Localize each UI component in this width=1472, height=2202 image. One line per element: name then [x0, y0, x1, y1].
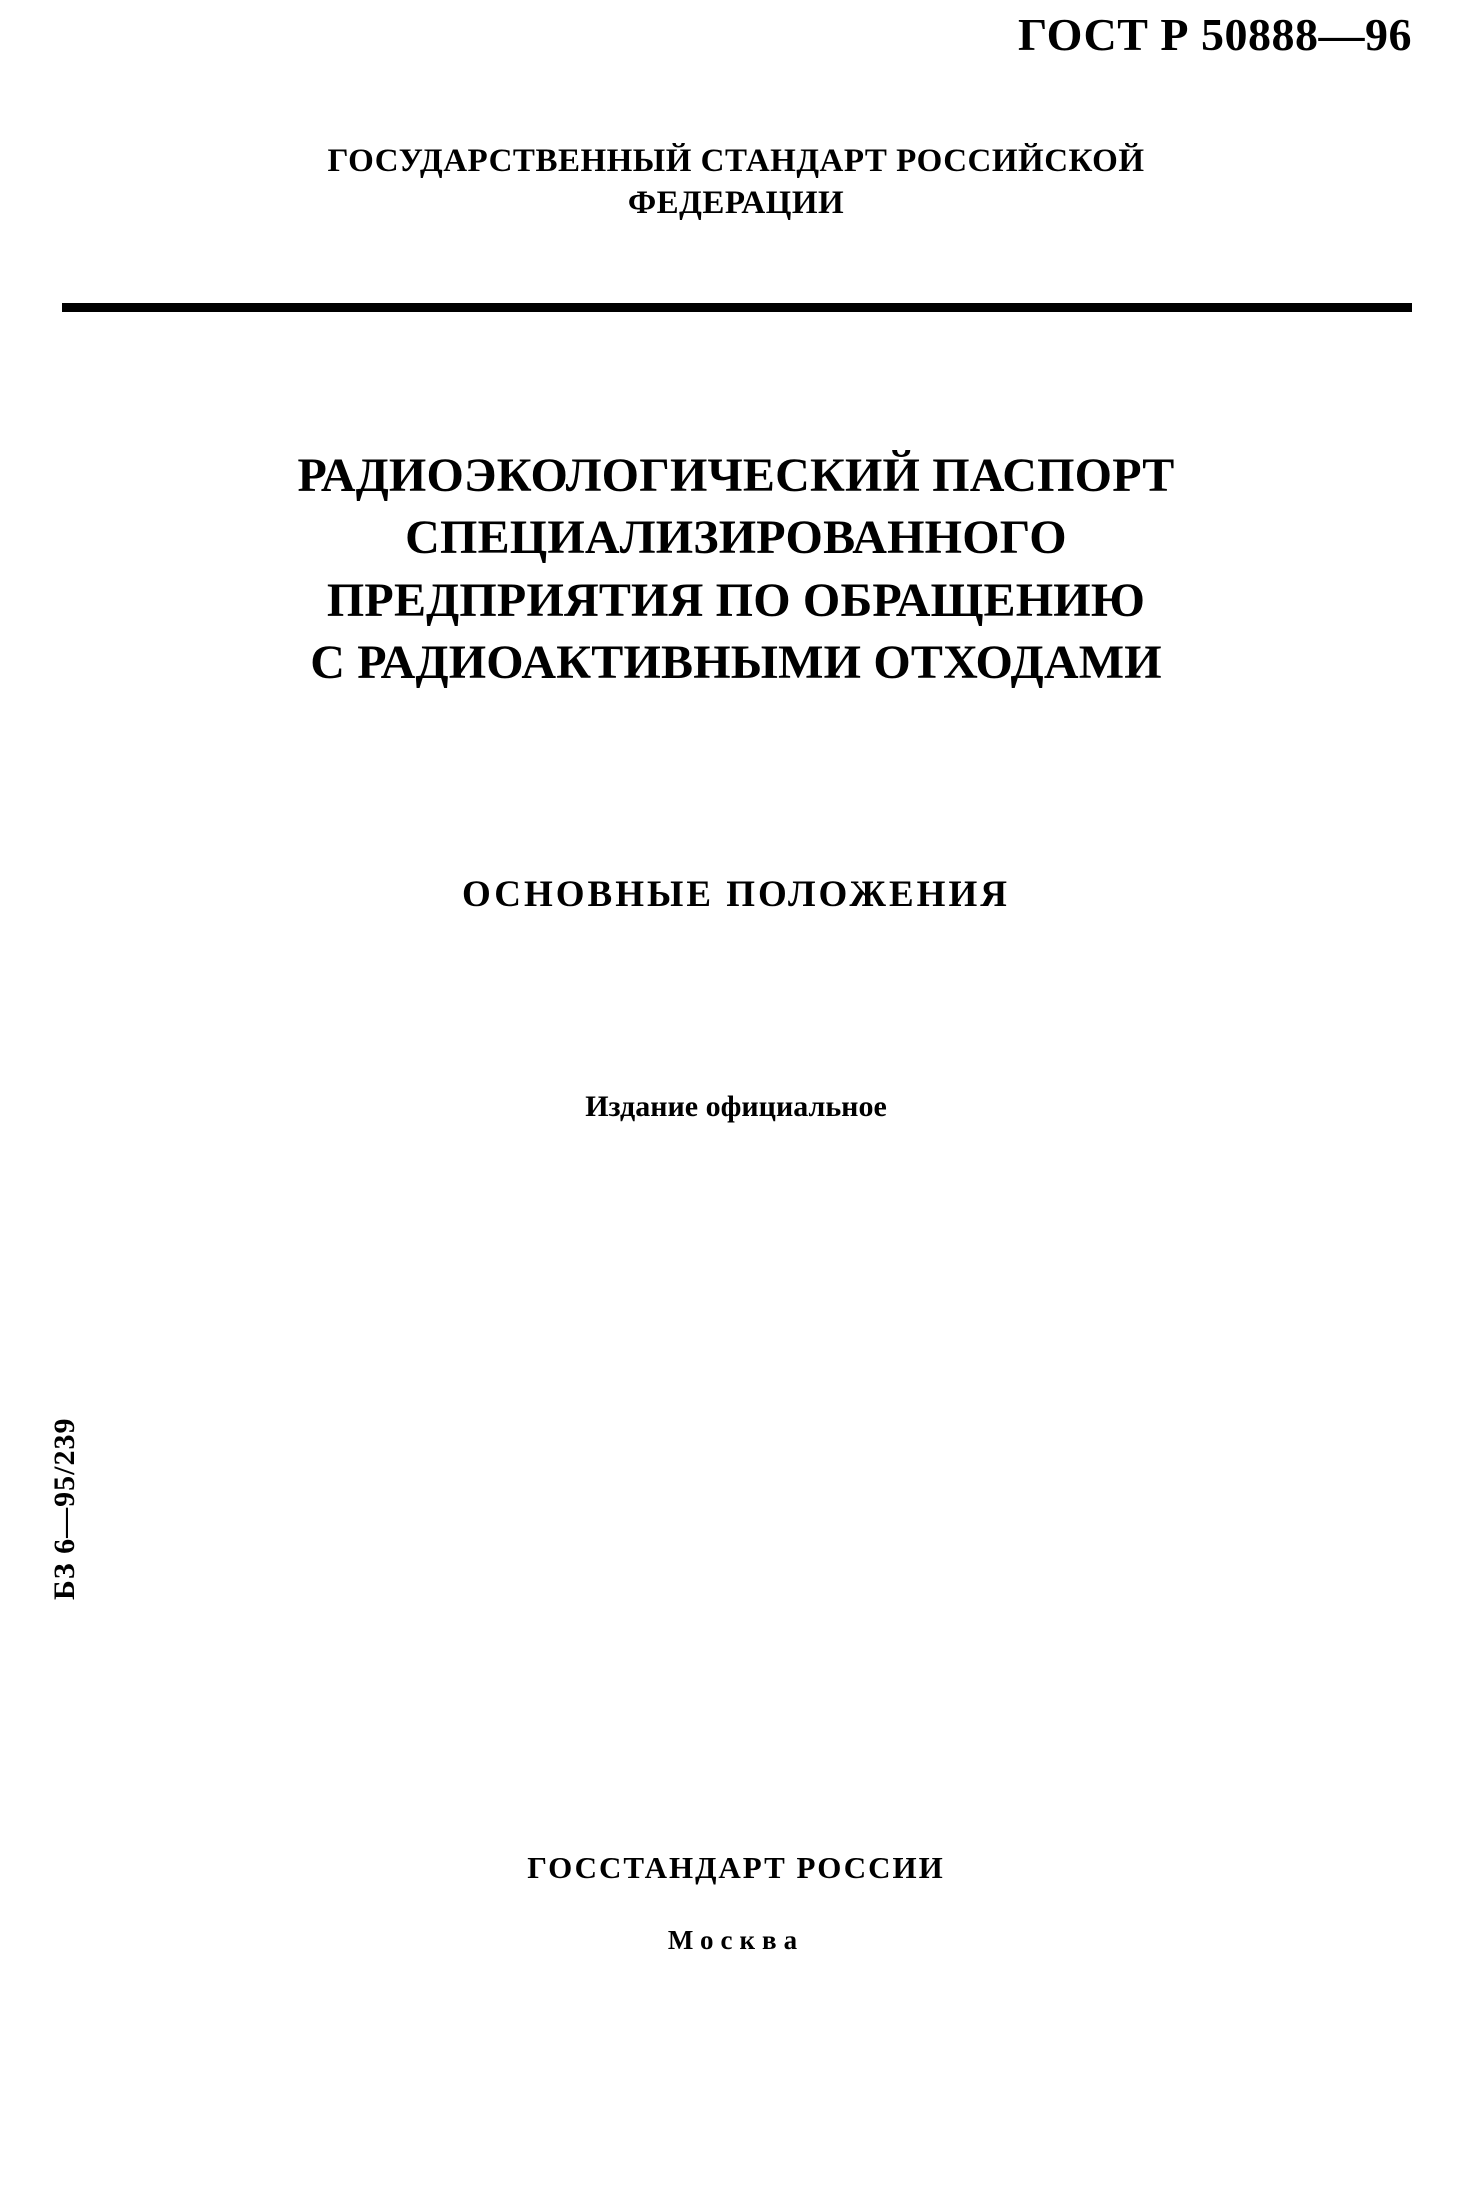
- side-catalog-code: БЗ 6—95/239: [48, 1417, 81, 1600]
- edition-note: Издание официальное: [585, 1090, 887, 1123]
- page-title-line-2: СПЕЦИАЛИЗИРОВАННОГО: [405, 511, 1067, 565]
- header-line-1: ГОСУДАРСТВЕННЫЙ СТАНДАРТ РОССИЙСКОЙ: [327, 143, 1145, 179]
- horizontal-divider: [62, 303, 1412, 312]
- page-subtitle: ОСНОВНЫЕ ПОЛОЖЕНИЯ: [462, 874, 1010, 915]
- page-title: [60, 445, 1412, 695]
- page-title-line-1: РАДИОЭКОЛОГИЧЕСКИЙ ПАСПОРТ: [297, 449, 1175, 502]
- publisher-name: ГОССТАНДАРТ РОССИИ: [527, 1850, 945, 1885]
- document-header: [60, 140, 1412, 224]
- standard-number: ГОСТ Р 50888—96: [1018, 9, 1412, 60]
- page-title-line-4: С РАДИОАКТИВНЫМИ ОТХОДАМИ: [310, 636, 1162, 690]
- publisher-city: Москва: [667, 1925, 805, 1955]
- header-line-2: ФЕДЕРАЦИИ: [627, 185, 845, 222]
- page-title-line-3: ПРЕДПРИЯТИЯ ПО ОБРАЩЕНИЮ: [326, 573, 1146, 627]
